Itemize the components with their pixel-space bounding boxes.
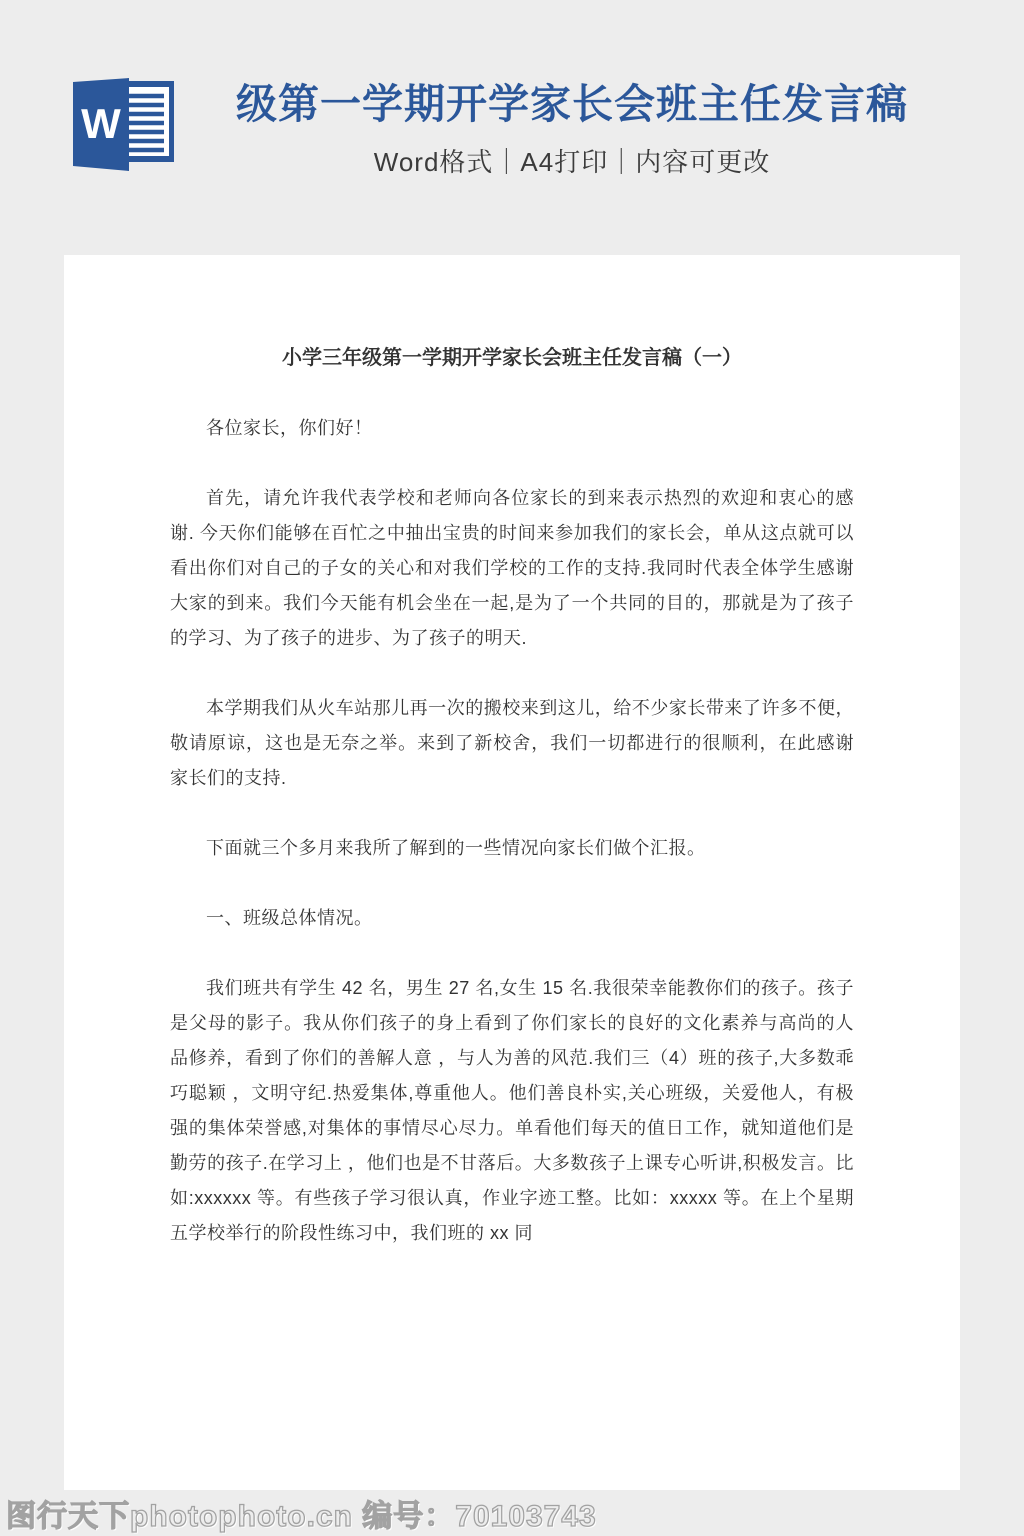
footer-bar xyxy=(0,1490,1024,1536)
paragraph-welcome: 首先，请允许我代表学校和老师向各位家长的到来表示热烈的欢迎和衷心的感谢. 今天你们能够在百忙之中抽出宝贵的时间来参加我们的家长会，单从这点就可以看出你们对自己的子女的关心和对我们学校的工作的支持.我同时代表全体学生感谢大家的到来。我们今天能有机会坐在一起,是为了一个共同的目的，那就是为了孩子的学习、为了孩子的进步、为了孩子的明天. xyxy=(170,488,854,648)
paragraph-report-intro: 下面就三个多月来我所了解到的一些情况向家长们做个汇报。 xyxy=(206,838,706,858)
paragraph-greeting: 各位家长，你们好！ xyxy=(206,418,373,438)
header-text xyxy=(174,81,960,178)
paragraph-move-school: 本学期我们从火车站那儿再一次的搬校来到这儿，给不少家长带来了许多不便，敬请原谅，这也是无奈之举。来到了新校舍，我们一切都进行的很顺利，在此感谢家长们的支持. xyxy=(170,698,854,788)
document-title: 小学三年级第一学期开学家长会班主任发言稿（一） xyxy=(282,347,742,369)
header xyxy=(64,75,960,185)
word-w-letter: W xyxy=(81,100,121,147)
document-body xyxy=(170,411,854,1251)
word-icon xyxy=(64,75,174,185)
paragraph-class-overview: 我们班共有学生 42 名，男生 27 名,女生 15 名.我很荣幸能教你们的孩子。孩子是父母的影子。我从你们孩子的身上看到了你们家长的良好的文化素养与高尚的人品修养，看到了你们的善解人意 ，与人为善的风范.我们三（4）班的孩子,大多数乖巧聪颖 ，文明守纪.热爱集体,尊重他人。他们善良朴实,关心班级，关爱他人，有极强的集体荣誉感,对集体的事情尽心尽力。单看他们每天的值日工作，就知道他们是勤劳的孩子.在学习上 ，他们也是不甘落后。大多数孩子上课专心听讲,积极发言。比如:xxxxxx 等。有些孩子学习很认真，作业字迹工整。比如：xxxxx 等。在上个星期五学校举行的阶段性练习中，我们班的 xx 同 xyxy=(170,978,854,1243)
word-logo-svg xyxy=(64,75,174,185)
site-watermark: 图行天下photophoto.cn 编号：70103743 xyxy=(6,1500,597,1533)
paragraph-section-heading: 一、班级总体情况。 xyxy=(206,908,373,928)
document-sheet xyxy=(64,255,960,1490)
template-title: 级第一学期开学家长会班主任发言稿 xyxy=(236,81,908,128)
template-subtitle: Word格式｜A4打印｜内容可更改 xyxy=(373,146,771,177)
